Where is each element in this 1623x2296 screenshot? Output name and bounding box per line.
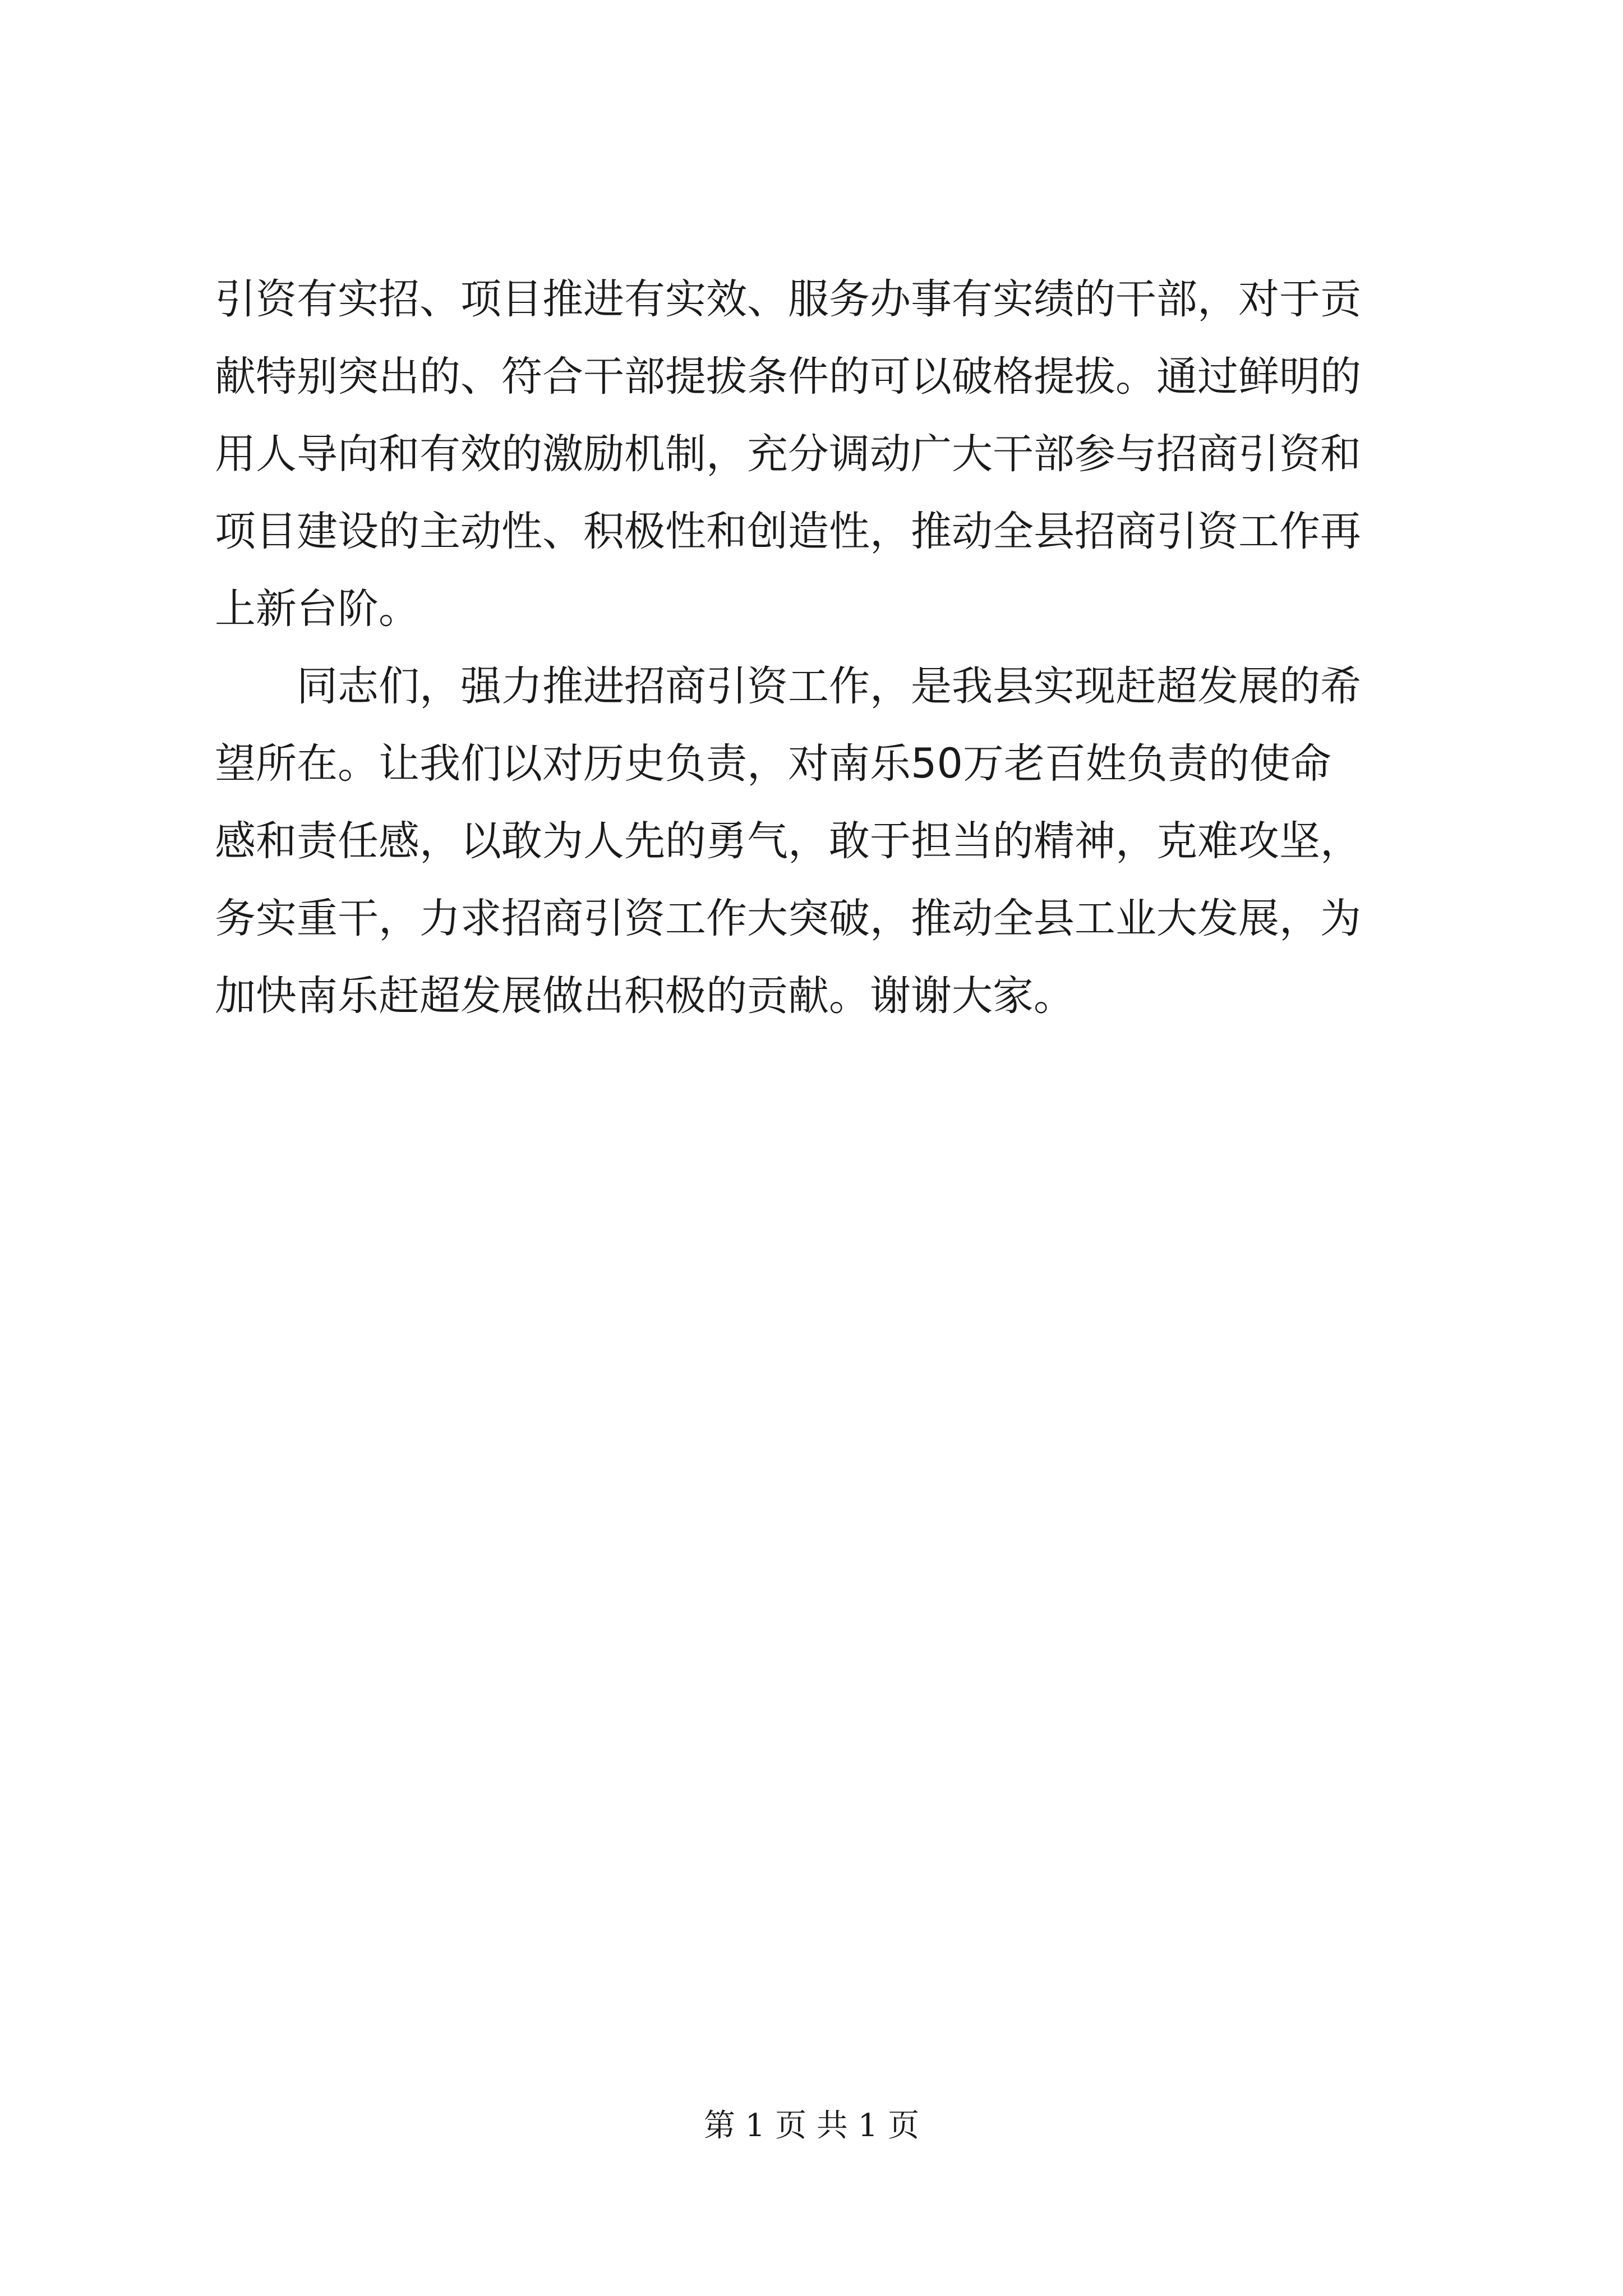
paragraph-line: 望所在。让我们以对历史负责，对南乐50万老百姓负责的使命 [215,740,1331,788]
paragraph-2 [215,648,1426,1035]
page-number-label: 第 1 页 共 1 页 [703,2108,920,2144]
document-body [215,261,1426,1035]
paragraph-line: 同志们，强力推进招商引资工作，是我县实现赶超发展的希 [215,662,1361,710]
paragraph-line: 感和责任感，以敢为人先的勇气，敢于担当的精神，克难攻坚， [215,817,1361,865]
paragraph-line: 用人导向和有效的激励机制，充分调动广大干部参与招商引资和 [215,430,1361,478]
paragraph-line: 引资有实招、项目推进有实效、服务办事有实绩的干部，对于贡 [215,275,1361,323]
paragraph-line: 上新台阶。 [215,585,419,633]
paragraph-line: 加快南乐赶超发展做出积极的贡献。谢谢大家。 [215,972,1075,1020]
paragraph-line: 项目建设的主动性、积极性和创造性，推动全县招商引资工作再 [215,508,1361,555]
paragraph-1 [215,261,1426,648]
paragraph-line: 献特别突出的、符合干部提拔条件的可以破格提拔。通过鲜明的 [215,353,1361,401]
paragraph-line: 务实重干，力求招商引资工作大突破，推动全县工业大发展，为 [215,895,1361,942]
page-footer [0,2104,1623,2148]
